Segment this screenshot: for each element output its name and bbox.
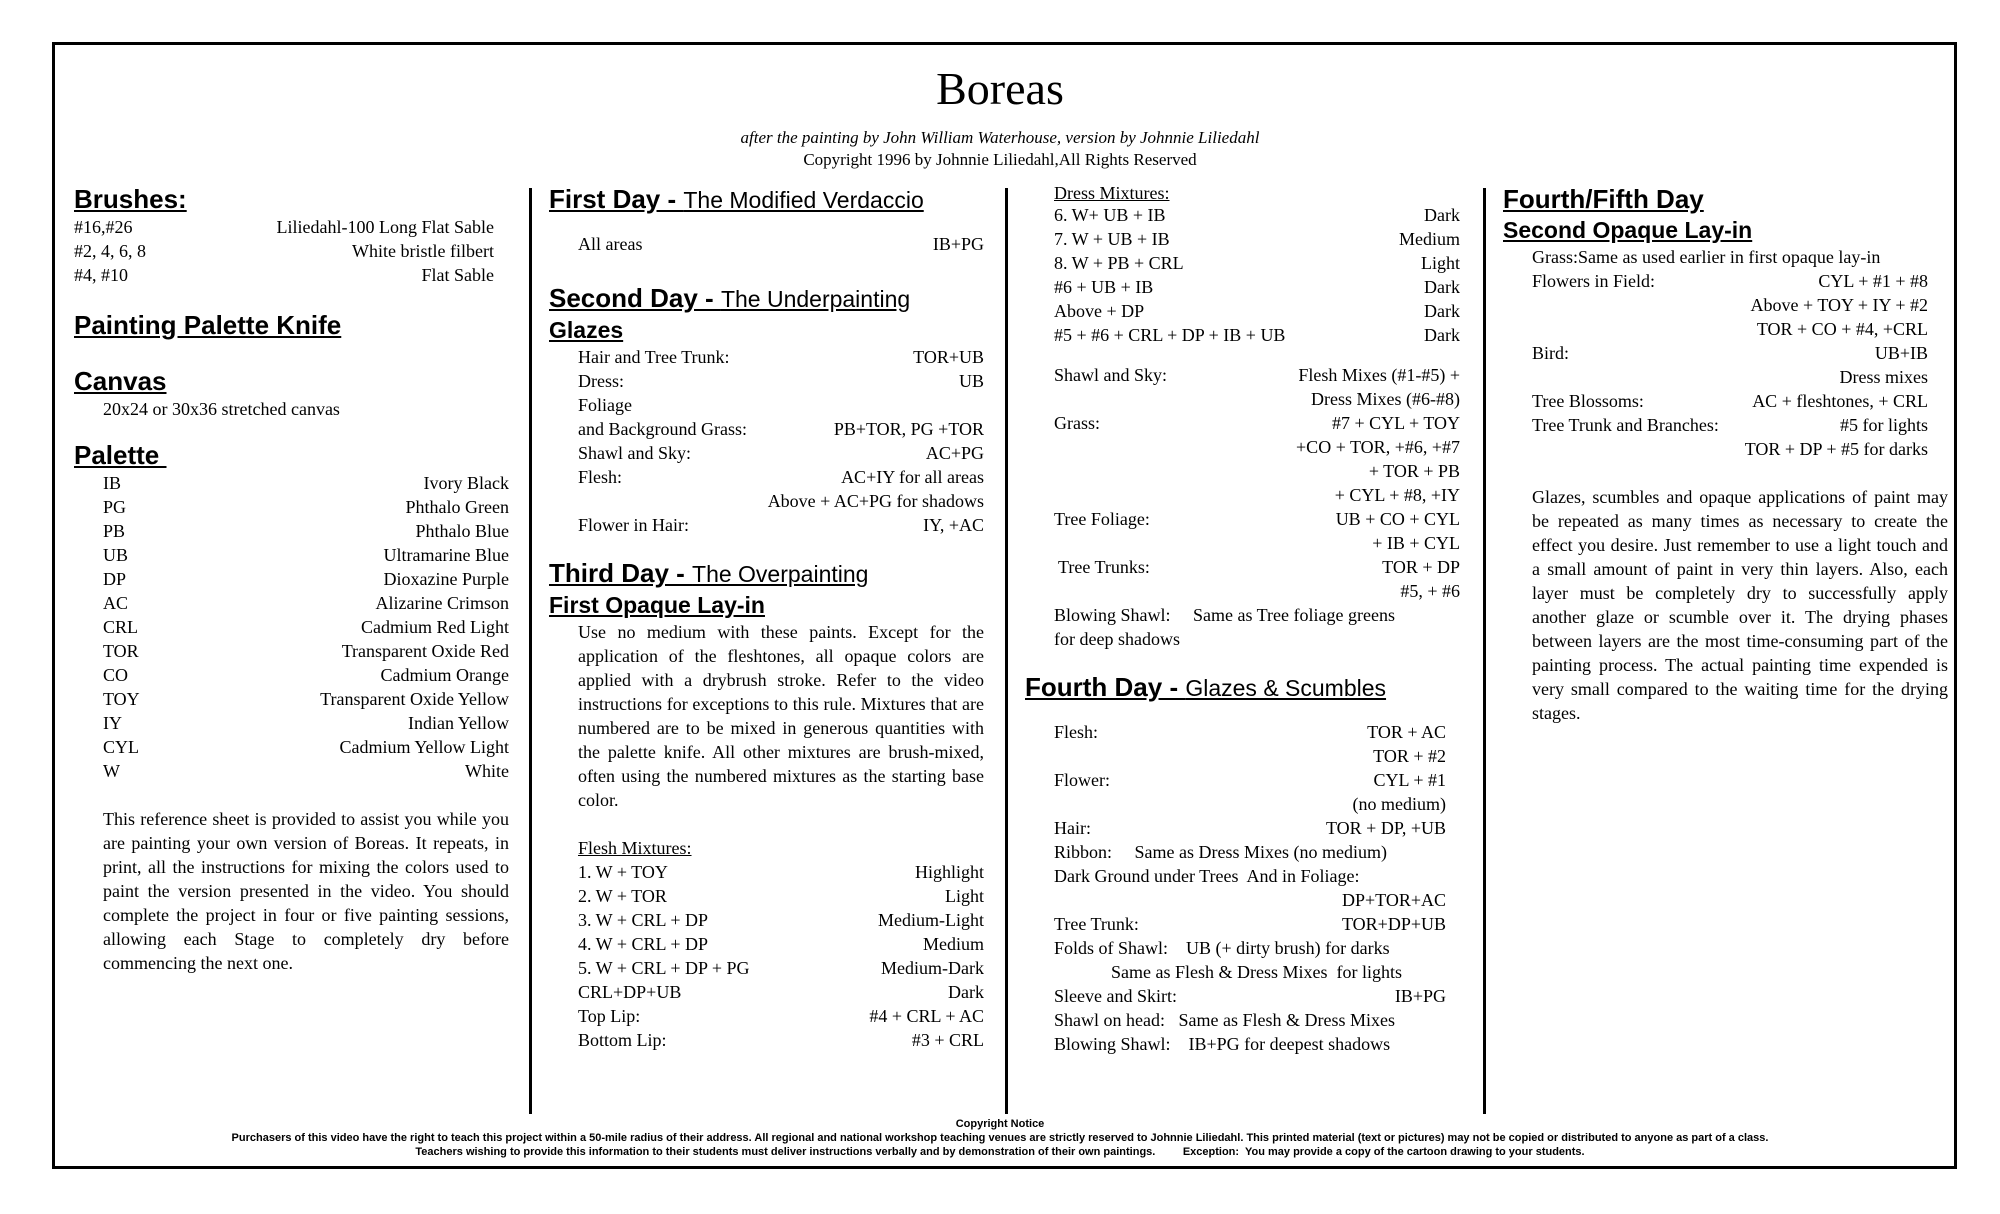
glaze-row-value: AC+PG [925,443,984,463]
palette-heading: Palette [74,440,167,470]
blowing-shawl-line: Blowing Shawl: Same as Tree foliage greens [1054,605,1395,625]
flesh-mixture-row-label: 3. W + CRL + DP [578,910,708,930]
palette-row [103,543,509,567]
brush-row [74,215,494,239]
grass-line: Grass:Same as used earlier in first opaque lay-in [1532,247,1881,267]
flesh-mixture-row [578,908,984,932]
bird-line: Dress mixes [1839,367,1928,387]
shawl-sky-line: Flesh Mixes (#1-#5) + [1298,365,1460,385]
flesh-mixture-row-value: Medium [923,934,984,954]
flesh-mixture-row-value: Medium-Dark [881,958,984,978]
grass-line: + TOR + PB [1368,461,1460,481]
copyright-notice-line: Purchasers of this video have the right to teach this project within a 50-mile radius of their address. All regional and national workshop teaching venues are strictly reserved to Johnnie Liliedahl. This printed material (text or pictures) may not be copied or distributed to anyone as part of a class. [231,1132,1769,1144]
folds-line: Same as Flesh & Dress Mixes for lights [1111,962,1402,982]
glaze-row-value: AC+IY for all areas [841,467,984,487]
column-2 [549,183,989,1052]
palette-row [103,711,509,735]
palette-row-label: PG [103,497,127,517]
tree-foliage-label: Tree Foliage: [1054,509,1150,529]
day45-subheading: Second Opaque Lay-in [1503,217,1753,243]
canvas-text: 20x24 or 30x36 stretched canvas [103,399,340,419]
brush-row-label: #2, 4, 6, 8 [74,241,146,261]
dress-mixture-row [1054,251,1460,275]
palette-list [74,471,509,783]
dress-mixture-row-label: #6 + UB + IB [1054,277,1154,297]
dress-mixture-row-value: Medium [1399,229,1460,249]
palette-row-value: Transparent Oxide Red [341,641,509,661]
flesh-mixture-row [578,956,984,980]
shawl-sky-line: Dress Mixes (#6-#8) [1311,389,1460,409]
glaze-row-value: IY, +AC [923,515,984,535]
dress-mixture-row [1054,299,1460,323]
flesh-mixture-row-label: 1. W + TOY [578,862,668,882]
palette-row [103,567,509,591]
flesh-mixtures-heading: Flesh Mixtures: [578,838,692,858]
flesh-line: TOR + AC [1367,722,1446,742]
flesh-mixture-row-label: 5. W + CRL + DP + PG [578,958,750,978]
palette-row-label: CYL [103,737,139,757]
knife-heading: Painting Palette Knife [74,310,342,340]
sleeve-label: Sleeve and Skirt: [1054,986,1177,1006]
palette-row [103,495,509,519]
glaze-row-label: Flower in Hair: [578,515,689,535]
palette-row-value: Cadmium Orange [380,665,509,685]
blossoms-label: Tree Blossoms: [1532,391,1644,411]
flowers-label: Flowers in Field: [1532,271,1656,291]
palette-row-label: DP [103,569,127,589]
palette-row-value: Phthalo Green [405,497,509,517]
flesh-mixture-row-label: Bottom Lip: [578,1030,667,1050]
grass-line: +CO + TOR, +#6, +#7 [1296,437,1460,457]
day2-list [549,345,984,537]
tree-trunks-line: #5, + #6 [1400,581,1460,601]
palette-row-value: Phthalo Blue [415,521,509,541]
glaze-row-label: Flesh: [578,467,623,487]
tree-foliage-line: UB + CO + CYL [1335,509,1460,529]
palette-row-label: UB [103,545,129,565]
brushes-heading: Brushes: [74,184,187,214]
glaze-row-label: Foliage [578,395,632,415]
glaze-row [578,489,984,513]
glaze-row [578,369,984,393]
palette-row-label: AC [103,593,129,613]
palette-row-label: CRL [103,617,139,637]
day4-heading: Fourth Day - Glazes & Scumbles [1025,672,1387,702]
blowing-shawl-line: Blowing Shawl: IB+PG for deepest shadows [1054,1034,1391,1054]
canvas-heading: Canvas [74,366,167,396]
glaze-row-label: Shawl and Sky: [578,443,692,463]
tree-trunks-block [1054,555,1460,603]
dark-ground-line: Dark Ground under Trees And in Foliage: [1054,866,1360,886]
glaze-row [578,417,984,441]
grass-block [1054,411,1460,507]
dress-mixture-row-label: Above + DP [1054,301,1145,321]
branches-line: TOR + DP + #5 for darks [1744,439,1928,459]
flesh-mixture-row-value: Medium-Light [878,910,984,930]
branches-line: #5 for lights [1840,415,1928,435]
flesh-mixture-row [578,884,984,908]
glaze-row [578,441,984,465]
glazes-paragraph: Glazes, scumbles and opaque applications of paint may be repeated as many times as necessary to create the effect you desire. Just remember to use a light touch and a small amount of paint in very thin layers. Also, each layer must be completely dry to successfully apply another glaze or scumble over it. The drying phases between layers are the most time-consuming part of the painting process. The actual painting time expended is very small compared to the waiting time for the drying stages. [1532,487,1948,723]
brush-row-value: White bristle filbert [352,241,494,261]
folds-line: Folds of Shawl: UB (+ dirty brush) for darks [1054,938,1390,958]
dress-mixture-row-label: #5 + #6 + CRL + DP + IB + UB [1054,325,1286,345]
day1-row-value: IB+PG [932,234,984,254]
flower-line: (no medium) [1352,794,1446,814]
flesh-mixture-row-label: 4. W + CRL + DP [578,934,708,954]
copyright-line: Copyright 1996 by Johnnie Liliedahl,All Rights Reserved [803,150,1197,169]
brush-row [74,263,494,287]
flesh-mixture-row-label: 2. W + TOR [578,886,667,906]
dress-mixtures-heading: Dress Mixtures: [1054,183,1170,203]
tree-trunk-label: Tree Trunk: [1054,914,1139,934]
palette-row-value: Ultramarine Blue [383,545,509,565]
palette-row [103,759,509,783]
day1-heading: First Day - The Modified Verdaccio [549,184,924,214]
bird-line: UB+IB [1874,343,1928,363]
glaze-row [578,465,984,489]
palette-row-value: Dioxazine Purple [383,569,509,589]
column-1 [74,183,514,975]
palette-row [103,639,509,663]
glaze-row-value: Above + AC+PG for shadows [767,491,984,511]
column-3 [1025,183,1465,1056]
blossoms-value: AC + fleshtones, + CRL [1752,391,1928,411]
reference-paragraph: This reference sheet is provided to assist you while you are painting your own version of Boreas. It repeats, in print, all the instructions for mixing the colors used to paint the version presented in the video. You should complete the project in four or five painting sessions, allowing each Stage to completely dry before commencing the next one. [103,809,509,973]
glaze-row-value: UB [958,371,984,391]
palette-row-label: CO [103,665,129,685]
shawl-head-line: Shawl on head: Same as Flesh & Dress Mixes [1054,1010,1395,1030]
glaze-row-label: and Background Grass: [578,419,747,439]
shawl-sky-block [1054,363,1460,411]
flowers-line: TOR + CO + #4, +CRL [1756,319,1928,339]
day3-paragraph: Use no medium with these paints. Except for the application of the fleshtones, all opaque colors are applied with a drybrush stroke. Refer to the video instructions for exceptions to this rule. Mixtures that are numbered are to be mixed in generous quantities with the palette knife. All other mixtures are brush-mixed, often using the numbered mixtures as the starting base color. [578,622,984,810]
column-divider [529,188,532,1114]
brush-row-value: Flat Sable [421,265,494,285]
flesh-mixture-row-value: #4 + CRL + AC [869,1006,984,1026]
page-title: Boreas [936,63,1064,114]
palette-row-label: TOY [103,689,140,709]
palette-row-value: Transparent Oxide Yellow [320,689,509,709]
day1-list [549,232,984,256]
glaze-row [578,513,984,537]
day45-block [1503,245,1928,461]
palette-row-value: Alizarine Crimson [375,593,509,613]
brush-row [74,239,494,263]
palette-row [103,591,509,615]
flesh-mixture-row-label: CRL+DP+UB [578,982,682,1002]
page-subtitle: after the painting by John William Waterhouse, version by Johnnie Liliedahl [740,128,1260,147]
grass-line: #7 + CYL + TOY [1332,413,1460,433]
glaze-row-value: TOR+UB [913,347,984,367]
dress-mixture-row [1054,227,1460,251]
tree-trunk-value: TOR+DP+UB [1342,914,1446,934]
glaze-row-value: PB+TOR, PG +TOR [833,419,984,439]
palette-row [103,663,509,687]
glaze-row-label: Dress: [578,371,624,391]
tree-trunks-label: Tree Trunks: [1058,557,1150,577]
palette-row-label: W [103,761,120,781]
dress-mixture-row-value: Light [1421,253,1460,273]
palette-row-label: PB [103,521,126,541]
day3-heading: Third Day - The Overpainting [549,558,869,588]
dress-mixture-row-value: Dark [1424,301,1460,321]
palette-row-label: TOR [103,641,139,661]
flesh-line: TOR + #2 [1373,746,1446,766]
palette-row [103,471,509,495]
hair-label: Hair: [1054,818,1091,838]
palette-row [103,519,509,543]
branches-label: Tree Trunk and Branches: [1532,415,1719,435]
flesh-label: Flesh: [1054,722,1099,742]
copyright-notice-line: Teachers wishing to provide this information to their students must deliver instructions verbally and by demonstration of their own paintings. Exception: You may provide a copy of the cartoon drawing to your students. [415,1146,1585,1158]
flesh-mixture-row [578,932,984,956]
flesh-mixtures-list [549,860,984,1052]
flowers-line: CYL + #1 + #8 [1818,271,1928,291]
dress-mixture-row-value: Dark [1424,325,1460,345]
palette-row-value: Ivory Black [423,473,509,493]
flesh-mixture-row [578,860,984,884]
palette-row-label: IY [103,713,122,733]
palette-row-value: Cadmium Red Light [361,617,509,637]
day2-heading: Second Day - The Underpainting [549,283,911,313]
bird-label: Bird: [1532,343,1570,363]
brush-row-value: Liliedahl-100 Long Flat Sable [276,217,494,237]
flesh-mixture-row [578,1028,984,1052]
palette-row-value: White [465,761,509,781]
column-divider [1005,188,1008,1114]
dress-mixtures-list [1054,203,1460,347]
dress-mixture-row-value: Dark [1424,205,1460,225]
blowing-shawl-line: for deep shadows [1054,629,1180,649]
dark-ground-value: DP+TOR+AC [1342,890,1446,910]
flesh-mixture-row [578,980,984,1004]
grass-line: + CYL + #8, +IY [1334,485,1460,505]
dress-mixture-row [1054,323,1460,347]
tree-foliage-line: + IB + CYL [1372,533,1460,553]
day45-heading: Fourth/Fifth Day [1503,184,1704,214]
palette-row [103,735,509,759]
day1-row [578,232,984,256]
glaze-row [578,393,984,417]
column-divider [1483,188,1486,1114]
palette-row-value: Cadmium Yellow Light [339,737,509,757]
flesh-mixture-row-value: Light [945,886,984,906]
glaze-row-label: Hair and Tree Trunk: [578,347,730,367]
palette-row-label: IB [103,473,121,493]
column-4 [1503,183,1948,725]
flesh-mixture-row-value: #3 + CRL [911,1030,984,1050]
dress-mixture-row [1054,275,1460,299]
day4-block [1025,720,1446,1056]
flesh-mixture-row-value: Dark [948,982,984,1002]
hair-value: TOR + DP, +UB [1326,818,1446,838]
flesh-mixture-row-label: Top Lip: [578,1006,641,1026]
palette-row [103,615,509,639]
day3-subheading: First Opaque Lay-in [549,592,765,618]
ribbon-line: Ribbon: Same as Dress Mixes (no medium) [1054,842,1387,862]
palette-row-value: Indian Yellow [407,713,509,733]
tree-foliage-block [1054,507,1460,555]
palette-row [103,687,509,711]
grass-label: Grass: [1054,413,1100,433]
sleeve-value: IB+PG [1394,986,1446,1006]
tree-trunks-line: TOR + DP [1382,557,1460,577]
shawl-sky-label: Shawl and Sky: [1054,365,1168,385]
flower-label: Flower: [1054,770,1110,790]
dress-mixture-row-label: 8. W + PB + CRL [1054,253,1184,273]
brush-row-label: #4, #10 [74,265,128,285]
brush-row-label: #16,#26 [74,217,133,237]
flower-line: CYL + #1 [1373,770,1446,790]
copyright-notice-title: Copyright Notice [955,1118,1045,1130]
flesh-mixture-row [578,1004,984,1028]
day2-subheading: Glazes [549,317,624,343]
glaze-row [578,345,984,369]
dress-mixture-row-label: 6. W+ UB + IB [1054,205,1166,225]
day1-row-label: All areas [578,234,643,254]
dress-mixture-row-label: 7. W + UB + IB [1054,229,1170,249]
brushes-list [74,215,494,287]
dress-mixture-row [1054,203,1460,227]
flowers-line: Above + TOY + IY + #2 [1750,295,1928,315]
dress-mixture-row-value: Dark [1424,277,1460,297]
flesh-mixture-row-value: Highlight [914,862,984,882]
